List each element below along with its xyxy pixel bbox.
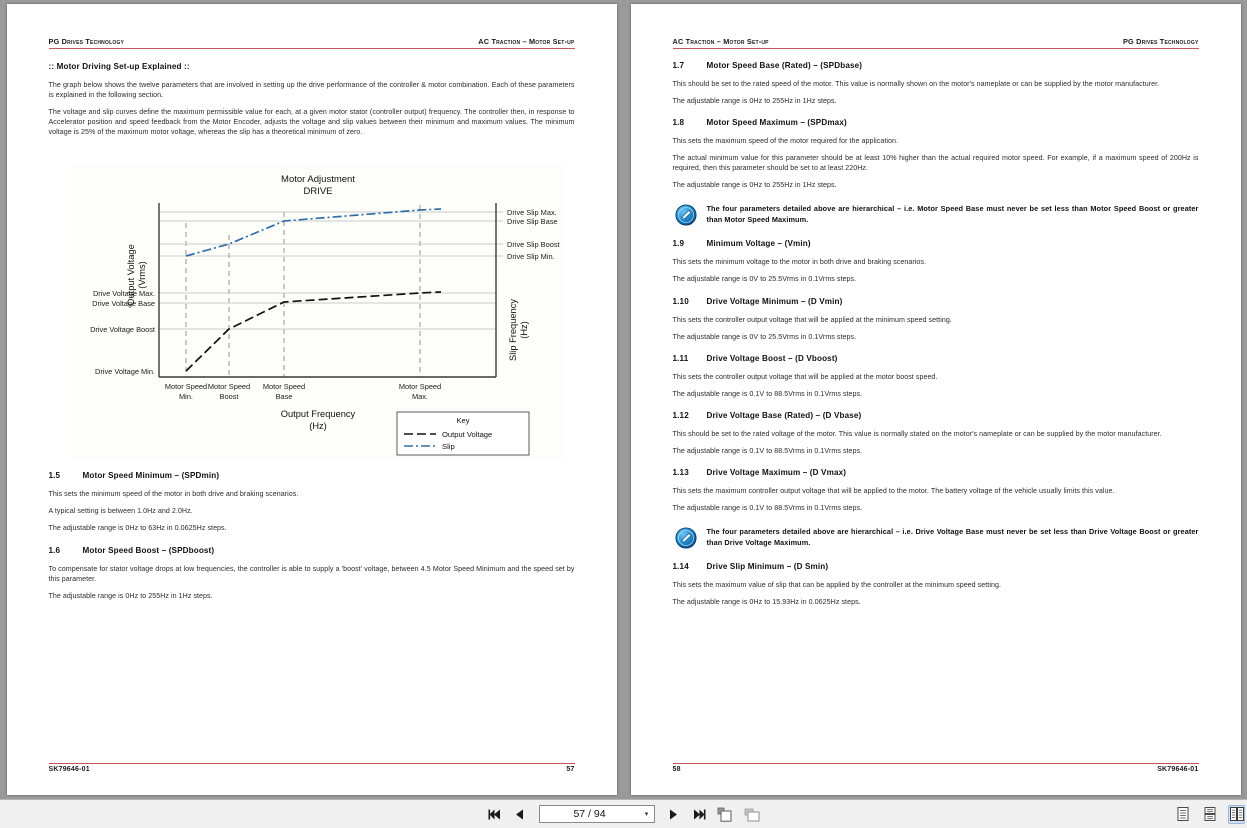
legend-label-output-voltage: Output Voltage xyxy=(441,430,492,440)
first-page-button[interactable] xyxy=(487,805,503,823)
next-page-button[interactable] xyxy=(666,805,682,823)
section-title: Motor Speed Maximum – (SPDmax) xyxy=(706,118,847,128)
y-tick-drive-voltage-base: Drive Voltage Base xyxy=(91,299,155,309)
intro-paragraph-1: The graph below shows the twelve parameters that are involved in setting up the drive performance of the controller & motor combination. Each of these parameters is explained in the following section. xyxy=(48,81,575,100)
section-title: Motor Speed Base (Rated) – (SPDbase) xyxy=(706,61,863,70)
x-tick-motor-speed-max-sub: Max. xyxy=(411,392,428,402)
y-tick-drive-voltage-max: Drive Voltage Max. xyxy=(92,289,155,299)
note-callout-2 xyxy=(675,526,1199,549)
chevron-down-icon[interactable]: ▾ xyxy=(644,811,649,818)
y2-tick-drive-slip-boost: Drive Slip Boost xyxy=(506,240,560,250)
section-title: Drive Slip Minimum – (D Smin) xyxy=(706,562,829,571)
section-1-14-para-2: The adjustable range is 0Hz to 15.93Hz in 0.0625Hz steps. xyxy=(672,598,861,607)
chart-legend xyxy=(397,412,529,455)
page-footer-left xyxy=(49,763,575,773)
section-number: 1.8 xyxy=(672,118,685,128)
intro-paragraph-2: The voltage and slip curves define the maximum permissible value for each, at a given motor stator (controller output) frequency. The controller then, in response to Accelerator position and speed feedback from the Motor Encoder, adjusts the voltage and slip values between their minimum and maximum values. The minimum voltage is 25% of the maximum motor voltage, whereas the slip has a theoretical minimum of zero. xyxy=(48,108,575,137)
header-right-text: AC Traction – Motor Set-up xyxy=(478,37,575,46)
y2-tick-drive-slip-base: Drive Slip Base xyxy=(506,217,558,227)
section-heading-1-13 xyxy=(673,468,1199,477)
header-right-text: PG Drives Technology xyxy=(1122,37,1199,46)
section-title: Drive Voltage Boost – (D Vboost) xyxy=(706,353,838,363)
x-tick-motor-speed-boost: Motor Speed xyxy=(207,382,250,392)
section-1-5-para-3: The adjustable range is 0Hz to 63Hz in 0.0625Hz steps. xyxy=(48,524,227,533)
section-1-13-para-2: The adjustable range is 0.1V to 88.5Vrms in 0.1Vrms steps. xyxy=(672,503,863,512)
motor-adjustment-chart xyxy=(71,165,565,459)
section-heading-1-7 xyxy=(673,61,1199,70)
note-text-2: The four parameters detailed above are hierarchical – i.e. Drive Voltage Base must never be set less than Drive Voltage Boost or greater than Drive Voltage Maximum. xyxy=(706,527,1199,547)
section-heading-1-10 xyxy=(673,297,1199,306)
chart-title: Motor Adjustment xyxy=(280,174,355,186)
section-heading-1-14 xyxy=(673,562,1199,571)
footer-doc-number: SK79646-01 xyxy=(48,766,90,773)
legend-label-slip: Slip xyxy=(441,442,455,452)
section-heading-1-6 xyxy=(49,546,575,555)
footer-page-number: 58 xyxy=(672,766,681,773)
section-1-6-para-1: To compensate for stator voltage drops at low frequencies, the controller is able to supply a 'boost' voltage, between 4.5 Motor Speed Minimum and the speed set by this parameter. xyxy=(48,564,575,583)
section-1-8-para-2: The actual minimum value for this parameter should be at least 10% higher than the actual required motor speed. For example, if a maximum speed of 200Hz is required, then this parameter should be set to at least 220Hz. xyxy=(672,154,1199,173)
section-number: 1.11 xyxy=(672,353,689,363)
section-1-12-para-2: The adjustable range is 0.1V to 88.5Vrms in 0.1Vrms steps. xyxy=(672,446,863,455)
two-page-icon xyxy=(1230,807,1244,821)
note-callout-1 xyxy=(675,203,1199,226)
section-1-9-para-1: This sets the minimum voltage to the motor in both drive and braking scenarios. xyxy=(672,258,927,267)
section-title: Drive Voltage Base (Rated) – (D Vbase) xyxy=(706,410,862,420)
legend-title: Key xyxy=(455,416,470,426)
x-tick-motor-speed-min: Motor Speed xyxy=(164,382,207,392)
section-1-7-para-1: This should be set to the rated speed of the motor. This value is normally shown on the motor's nameplate or can be supplied by the motor manufacturer. xyxy=(672,80,1160,88)
footer-doc-number: SK79646-01 xyxy=(1157,766,1199,773)
running-header-right-page xyxy=(673,37,1199,48)
section-1-7-para-2: The adjustable range is 0Hz to 255Hz in 1Hz steps. xyxy=(672,97,837,106)
section-1-10-para-1: This sets the controller output voltage that will be applied at the minimum speed setting. xyxy=(672,315,952,324)
section-number: 1.5 xyxy=(48,471,61,481)
page-number-value[interactable]: 57 / 94 xyxy=(573,808,606,820)
section-number: 1.14 xyxy=(672,562,689,571)
section-heading-1-11 xyxy=(673,354,1199,363)
note-text-1: The four parameters detailed above are hierarchical – i.e. Motor Speed Base must never be set less than Motor Speed Boost or greater than Motor Speed Maximum. xyxy=(706,204,1199,224)
x-tick-motor-speed-min-sub: Min. xyxy=(178,392,193,402)
viewer-toolbar xyxy=(0,799,1247,828)
x-axis-title: Output Frequency xyxy=(280,409,355,420)
section-1-12-para-1: This should be set to the rated voltage of the motor. This value is normally stated on the motor's nameplate or can be supplied by the motor manufacturer. xyxy=(672,429,1162,438)
section-number: 1.13 xyxy=(672,467,689,477)
continuous-scroll-view-button[interactable] xyxy=(1201,805,1218,824)
section-number: 1.7 xyxy=(672,61,685,70)
fit-width-icon xyxy=(744,807,760,822)
x-tick-motor-speed-boost-sub: Boost xyxy=(219,392,238,402)
x-axis-unit: (Hz) xyxy=(308,421,327,432)
single-page-icon xyxy=(1177,807,1189,821)
x-tick-motor-speed-base-sub: Base xyxy=(275,392,292,402)
section-title: Drive Voltage Minimum – (D Vmin) xyxy=(706,296,843,306)
chart-svg xyxy=(71,165,565,459)
chevron-right-icon xyxy=(669,809,678,820)
y2-tick-drive-slip-min: Drive Slip Min. xyxy=(506,252,555,262)
section-number: 1.9 xyxy=(672,239,685,249)
header-rule xyxy=(49,48,575,49)
document-page-right xyxy=(631,4,1241,795)
section-1-11-para-2: The adjustable range is 0.1V to 88.5Vrms in 0.1Vrms steps. xyxy=(672,389,863,398)
section-heading-1-8 xyxy=(673,118,1199,127)
view-mode-group xyxy=(1174,805,1245,824)
two-page-view-button[interactable] xyxy=(1228,805,1245,824)
section-heading-1-9 xyxy=(673,239,1199,248)
header-left-text: PG Drives Technology xyxy=(48,37,125,46)
first-page-icon xyxy=(488,809,502,820)
y2-axis-unit: (Hz) xyxy=(518,321,529,340)
footer-page-number: 57 xyxy=(566,766,575,773)
section-1-11-para-1: This sets the controller output voltage that will be applied at the motor boost speed. xyxy=(672,372,938,381)
document-page-left xyxy=(7,4,617,795)
section-1-14-para-1: This sets the maximum value of slip that can be applied by the controller at the minimum speed setting. xyxy=(672,581,1001,589)
header-left-text: AC Traction – Motor Set-up xyxy=(672,37,769,46)
y2-axis-title: Slip Frequency xyxy=(507,299,518,362)
section-1-5-para-2: A typical setting is between 1.0Hz and 2.0Hz. xyxy=(48,507,193,516)
section-number: 1.6 xyxy=(48,545,61,555)
y-tick-drive-voltage-min: Drive Voltage Min. xyxy=(94,367,155,377)
section-heading-1-12 xyxy=(673,411,1199,420)
section-1-10-para-2: The adjustable range is 0V to 25.5Vrms in 0.1Vrms steps. xyxy=(672,332,857,341)
chart-subtitle: DRIVE xyxy=(302,186,333,198)
x-tick-motor-speed-base: Motor Speed xyxy=(262,382,305,392)
section-number: 1.12 xyxy=(672,410,689,420)
page-number-input[interactable] xyxy=(539,805,655,823)
section-1-5-para-1: This sets the minimum speed of the motor in both drive and braking scenarios. xyxy=(48,490,299,499)
y-axis-unit: (Vrms) xyxy=(136,261,147,290)
pencil-note-icon xyxy=(675,527,697,549)
continuous-scroll-icon xyxy=(1204,807,1216,821)
x-tick-motor-speed-max: Motor Speed xyxy=(398,382,441,392)
previous-page-button[interactable] xyxy=(512,805,528,823)
running-header-left-page xyxy=(49,37,575,48)
page-footer-right xyxy=(673,763,1199,773)
pencil-note-icon xyxy=(675,204,697,226)
fit-width-button[interactable] xyxy=(743,805,761,823)
fit-page-button[interactable] xyxy=(716,805,734,823)
y-axis-title: Output Voltage xyxy=(125,244,136,307)
section-title: Drive Voltage Maximum – (D Vmax) xyxy=(706,467,847,477)
section-1-8-para-1: This sets the maximum speed of the motor required for the application. xyxy=(672,137,898,146)
section-title: Motor Speed Minimum – (SPDmin) xyxy=(82,471,220,481)
chevron-left-icon xyxy=(515,809,524,820)
section-heading-1-5 xyxy=(49,471,575,480)
section-1-9-para-2: The adjustable range is 0V to 25.5Vrms in 0.1Vrms steps. xyxy=(672,275,857,284)
last-page-button[interactable] xyxy=(691,805,707,823)
section-title: Motor Speed Boost – (SPDboost) xyxy=(82,545,215,555)
section-1-6-para-2: The adjustable range is 0Hz to 255Hz in 1Hz steps. xyxy=(48,591,213,600)
section-title: Minimum Voltage – (Vmin) xyxy=(706,239,811,249)
last-page-icon xyxy=(692,809,706,820)
y-tick-drive-voltage-boost: Drive Voltage Boost xyxy=(89,325,155,335)
section-1-8-para-3: The adjustable range is 0Hz to 255Hz in 1Hz steps. xyxy=(672,181,837,190)
y2-tick-drive-slip-max: Drive Slip Max. xyxy=(506,208,557,218)
fit-page-icon xyxy=(717,807,733,822)
section-1-13-para-1: This sets the maximum controller output voltage that will be applied to the motor. The battery voltage of the vehicle usually limits this value. xyxy=(672,486,1115,495)
single-page-view-button[interactable] xyxy=(1174,805,1191,824)
page-title: :: Motor Driving Set-up Explained :: xyxy=(48,62,190,71)
header-rule xyxy=(673,48,1199,49)
section-number: 1.10 xyxy=(672,296,689,306)
